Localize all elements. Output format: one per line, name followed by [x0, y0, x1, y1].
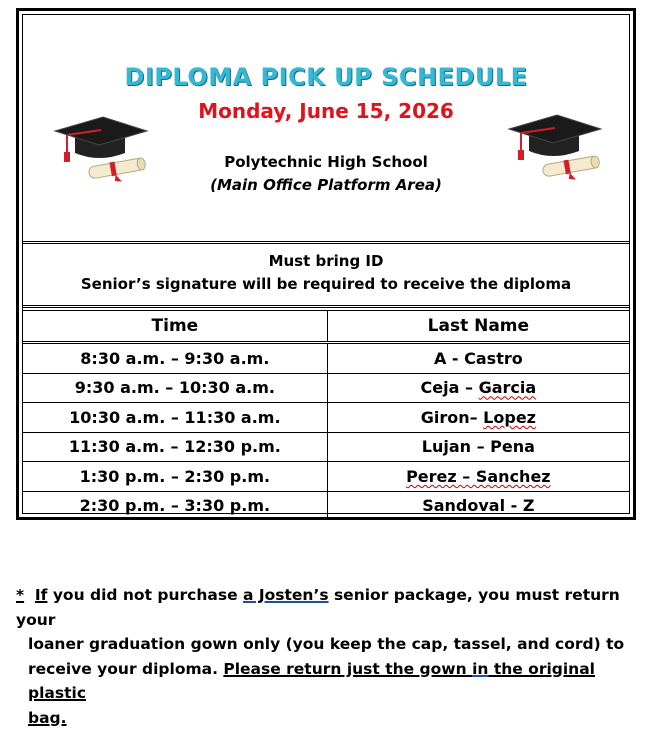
note-text: receive your diploma. — [28, 660, 223, 678]
time-cell: 9:30 a.m. – 10:30 a.m. — [23, 373, 327, 403]
note-line: loaner graduation gown only (you keep the cap, tassel, and cord) to — [16, 632, 636, 657]
note-line — [16, 657, 636, 706]
time-cell: 11:30 a.m. – 12:30 p.m. — [23, 432, 327, 462]
column-header-time: Time — [23, 311, 327, 343]
table-row — [23, 491, 629, 520]
time-cell: 8:30 a.m. – 9:30 a.m. — [23, 343, 327, 374]
gown-return-note — [16, 583, 636, 730]
last-name-cell: A - Castro — [327, 343, 629, 374]
table-row — [23, 343, 629, 374]
table-row — [23, 432, 629, 462]
page-title: DIPLOMA PICK UP SCHEDULE — [23, 63, 629, 91]
spellcheck-mark: Lopez — [483, 408, 536, 427]
last-name-cell: Sandoval - Z — [327, 491, 629, 520]
table-row — [23, 462, 629, 492]
note-line — [16, 706, 636, 730]
note-emphasis: the original plastic — [28, 660, 595, 703]
last-name-cell: Ceja – Garcia — [327, 373, 629, 403]
graduation-cap-diploma-icon — [53, 115, 149, 185]
table-row — [23, 373, 629, 403]
pickup-location: (Main Office Platform Area) — [23, 176, 629, 194]
table-header-row — [23, 311, 629, 343]
schedule-table — [23, 310, 629, 520]
note-text: senior package, you must return your — [16, 586, 620, 629]
graduation-cap-diploma-icon — [507, 113, 603, 183]
note-text: you did not purchase — [47, 586, 243, 604]
schedule-inner-border — [22, 14, 630, 514]
note-emphasis: Please return just the gown — [223, 660, 472, 678]
header-section — [23, 15, 629, 244]
last-name-cell: Lujan – Pena — [327, 432, 629, 462]
schedule-frame — [16, 8, 636, 520]
spellcheck-mark: Garcia — [479, 378, 537, 397]
table-row — [23, 403, 629, 433]
spellcheck-mark: Perez – Sanchez — [406, 467, 551, 486]
event-date: Monday, June 15, 2026 — [23, 99, 629, 123]
jostens-link[interactable]: a Josten’s — [243, 586, 329, 604]
requirements-section — [23, 244, 629, 308]
last-name-cell — [327, 462, 629, 492]
school-name: Polytechnic High School — [23, 153, 629, 171]
note-marker: * — [16, 586, 24, 604]
time-cell: 1:30 p.m. – 2:30 p.m. — [23, 462, 327, 492]
requirement-id: Must bring ID — [23, 252, 629, 270]
time-cell: 10:30 a.m. – 11:30 a.m. — [23, 403, 327, 433]
requirement-signature: Senior’s signature will be required to receive the diploma — [23, 275, 629, 293]
note-emphasis: bag. — [28, 709, 67, 727]
note-line — [16, 583, 636, 632]
column-header-last-name: Last Name — [327, 311, 629, 343]
note-if-word: If — [35, 586, 48, 604]
last-name-cell: Giron– Lopez — [327, 403, 629, 433]
note-in-word: in — [472, 660, 488, 678]
time-cell: 2:30 p.m. – 3:30 p.m. — [23, 491, 327, 520]
